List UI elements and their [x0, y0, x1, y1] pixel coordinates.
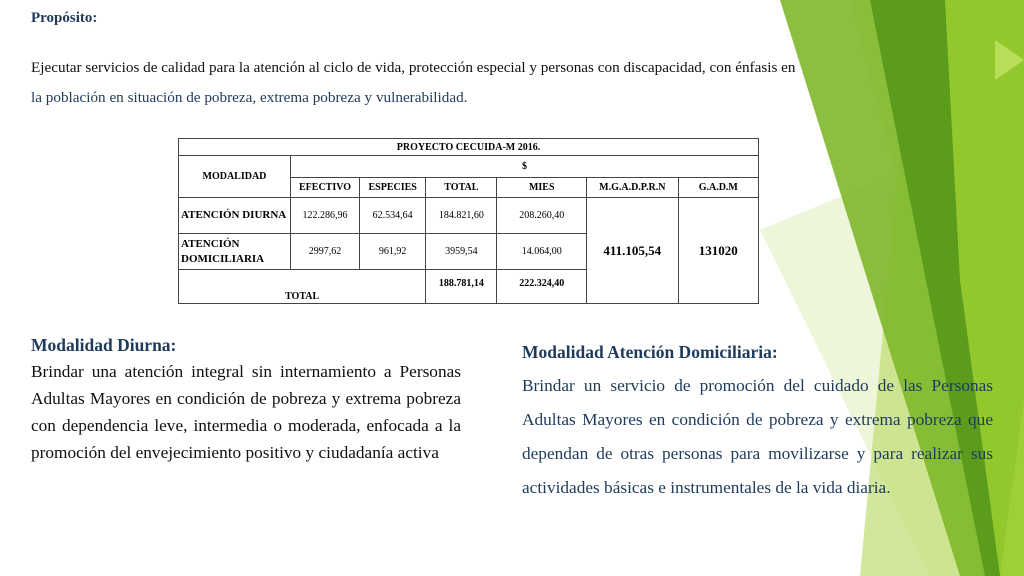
total-mies-value: 222.324,40 — [497, 270, 587, 304]
header-efectivo: EFECTIVO — [290, 178, 359, 198]
cell-mies: 14.064,00 — [497, 234, 587, 270]
cell-mies: 208.260,40 — [497, 198, 587, 234]
project-budget-table — [178, 138, 759, 304]
row-name: ATENCIÓN DIURNA — [179, 198, 291, 234]
cell-total: 3959,54 — [426, 234, 497, 270]
cell-total: 184.821,60 — [426, 198, 497, 234]
table-row — [179, 198, 759, 234]
header-total: TOTAL — [426, 178, 497, 198]
header-mies: MIES — [497, 178, 587, 198]
cell-efectivo: 122.286,96 — [290, 198, 359, 234]
purpose-text — [31, 53, 911, 113]
cell-especies: 961,92 — [360, 234, 426, 270]
cell-gadm-value: 131020 — [678, 198, 758, 304]
cell-especies: 62.534,64 — [360, 198, 426, 234]
total-total-value: 188.781,14 — [426, 270, 497, 304]
cell-mgadprn-value: 411.105,54 — [586, 198, 678, 304]
header-mgadprn: M.G.A.D.P.R.N — [586, 178, 678, 198]
purpose-line-2: la población en situación de pobreza, extrema pobreza y vulnerabilidad. — [31, 89, 468, 106]
table-title: PROYECTO CECUIDA-M 2016. — [179, 139, 759, 156]
domiciliaria-description: Brindar un servicio de promoción del cuidado de las Personas Adultas Mayores en condición de pobreza y extrema pobreza que dependan de otras personas para movilizarse y para realizar sus actividades básicas e instrumentales de la vida diaria. — [522, 376, 993, 497]
diurna-title: Modalidad Diurna: — [31, 335, 177, 355]
header-modalidad: MODALIDAD — [179, 156, 291, 198]
header-currency: $ — [290, 156, 758, 178]
purpose-line-1: Ejecutar servicios de calidad para la atención al ciclo de vida, protección especial y personas con discapacidad, con énfasis en — [31, 59, 796, 76]
header-gadm: G.A.D.M — [678, 178, 758, 198]
total-label: TOTAL — [179, 270, 426, 304]
diurna-description: Brindar una atención integral sin internamiento a Personas Adultas Mayores en condición de pobreza y extrema pobreza con dependencia leve, intermedia o moderada, enfocada a la promoción del envejecimiento positivo y ciudadanía activa — [31, 362, 461, 462]
cell-efectivo: 2997,62 — [290, 234, 359, 270]
domiciliaria-title: Modalidad Atención Domiciliaria: — [522, 342, 778, 362]
row-name: ATENCIÓN DOMICILIARIA — [179, 234, 291, 270]
purpose-heading: Propósito: — [31, 10, 98, 26]
header-especies: ESPECIES — [360, 178, 426, 198]
